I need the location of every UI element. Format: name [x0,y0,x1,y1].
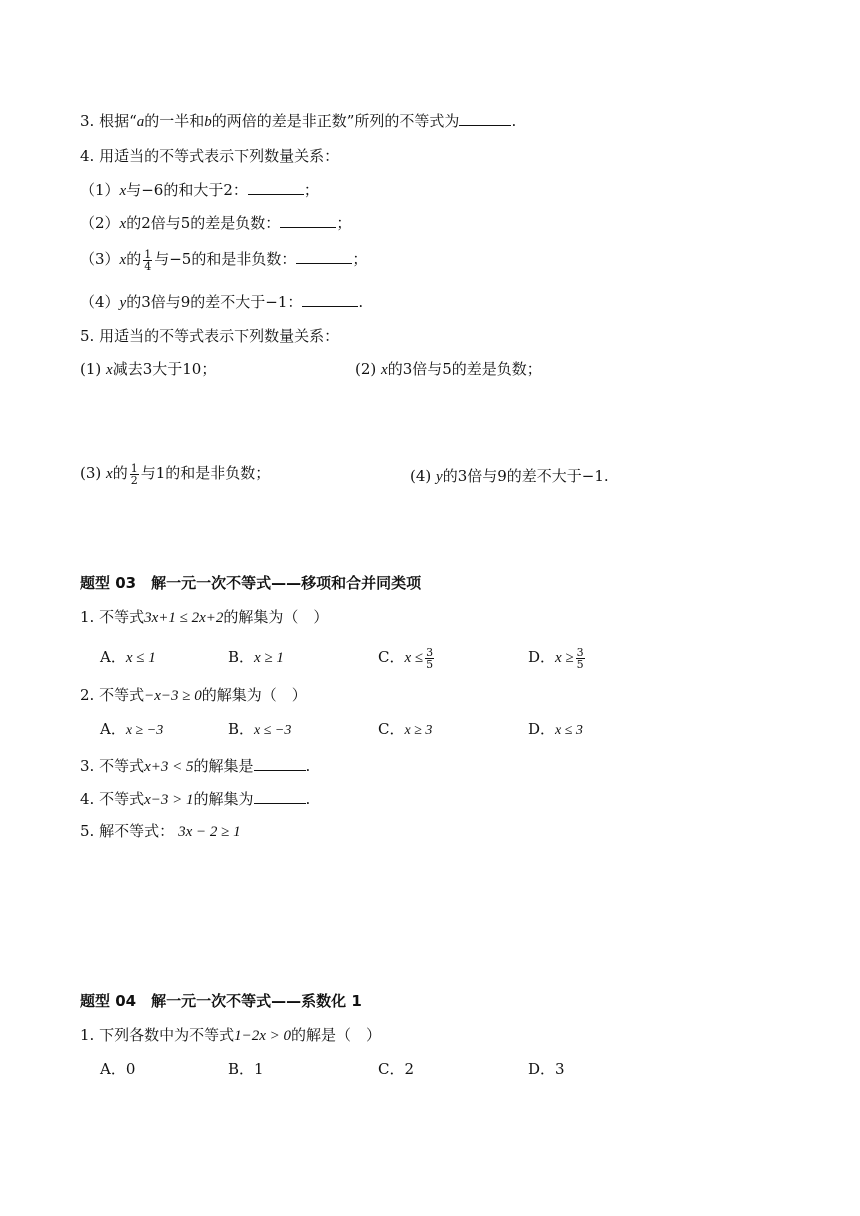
option-b[interactable] [228,646,284,669]
item-number: (4) [410,467,437,485]
item-end: ； [303,181,319,199]
answer-blank[interactable] [248,180,304,195]
option-label: B． [228,720,255,738]
item-text: 与−6的和大于2： [126,181,248,199]
fraction-denominator: 5 [576,657,584,671]
var-x: x [119,183,127,199]
s3-question-3 [80,755,310,778]
fraction [576,647,585,670]
item-de: 的 [112,464,128,482]
option-a[interactable] [100,718,163,742]
item-end: ； [336,214,352,232]
item-number: （4） [80,293,120,311]
q-text-post: 的解集是 [193,757,254,775]
item-text: 的3倍与9的差不大于−1： [126,293,303,311]
option-c[interactable] [378,718,432,742]
q-text-pre: 1. 下列各数中为不等式 [80,1026,235,1044]
math-expression: 3x+1 ≤ 2x+2 [144,610,224,626]
q4-item-1 [80,179,319,202]
question-4-stem: 4. 用适当的不等式表示下列数量关系： [80,147,340,165]
q-text-pre: 1. 不等式 [80,608,145,626]
fraction [143,249,152,272]
var-x: x [119,216,127,232]
q-end: . [305,790,311,808]
option-value: x ≤ [404,650,424,666]
option-label: A． [100,720,126,738]
option-label: C． [378,720,405,738]
var-x: x [381,362,388,378]
option-label: A． [100,648,126,666]
item-text: 的2倍与5的差是负数： [126,214,281,232]
q3-text-pre: 3. 根据“ [80,112,137,130]
s3-question-1 [80,606,328,629]
question-5-stem: 5. 用适当的不等式表示下列数量关系： [80,327,340,345]
answer-blank[interactable] [302,292,358,307]
option-d[interactable] [528,718,583,742]
q-text-post: 的解集为（ ） [201,686,307,704]
option-label: C． [378,648,405,666]
answer-blank[interactable] [254,756,306,771]
math-expression: 1−2x > 0 [234,1028,291,1044]
fraction-numerator: 1 [144,247,152,261]
option-label: D． [528,720,556,738]
q4-item-2 [80,212,351,235]
option-b[interactable]: B．1 [228,1060,264,1078]
option-value: x ≤ 3 [555,723,583,738]
option-label: D． [528,648,556,666]
q5-item-4 [410,465,609,488]
option-label: B． [228,648,255,666]
fraction-denominator: 4 [144,259,152,273]
option-a[interactable]: A．0 [100,1060,136,1078]
option-value: x ≥ [555,650,574,666]
q-text-pre: 3. 不等式 [80,757,145,775]
q5-item-1 [80,358,216,381]
item-number: （3） [80,250,120,268]
option-b[interactable] [228,718,291,742]
item-text: 与−5的和是非负数： [154,250,297,268]
fraction-numerator: 3 [576,645,584,659]
item-number: （2） [80,214,120,232]
option-value: x ≥ 1 [254,650,284,666]
q3-text-mid2: 的两倍的差是非正数”所列的不等式为 [211,112,460,130]
q-text-post: 的解集为（ ） [223,608,329,626]
var-y: y [436,469,443,485]
item-end: ； [352,250,368,268]
item-number: (1) [80,360,107,378]
math-expression: 3x − 2 ≥ 1 [178,824,241,840]
answer-blank[interactable] [280,213,336,228]
q-text-pre: 2. 不等式 [80,686,145,704]
option-d[interactable] [528,646,587,670]
fraction-numerator: 1 [130,461,138,475]
section-title-03: 题型 03 解一元一次不等式——移项和合并同类项 [80,574,422,592]
item-end: . [358,293,364,311]
var-x: x [106,362,113,378]
option-value: x ≥ −3 [125,723,164,738]
q4-item-3 [80,248,367,272]
option-a[interactable] [100,646,156,669]
q-text-post: 的解是（ ） [291,1026,382,1044]
option-value: x ≤ −3 [254,723,292,738]
q-text-pre: 4. 不等式 [80,790,145,808]
answer-blank[interactable] [296,249,352,264]
q-text-post: 的解集为 [193,790,254,808]
item-number: （1） [80,181,120,199]
q5-item-2 [355,358,542,381]
math-expression: −x−3 ≥ 0 [144,688,202,704]
var-a: a [136,114,145,130]
answer-blank[interactable] [254,789,306,804]
option-c[interactable]: C．2 [378,1060,415,1078]
item-text: 的3倍与9的差不大于−1. [442,467,609,485]
question-3-fill-blank [80,110,516,133]
s4-question-1 [80,1024,381,1047]
item-de: 的 [126,250,142,268]
fraction-denominator: 2 [130,473,138,487]
var-b: b [204,114,212,130]
section-title-04: 题型 04 解一元一次不等式——系数化 1 [80,992,362,1010]
q-text-pre: 5. 解不等式： [80,822,175,840]
q4-item-4 [80,291,363,314]
item-text: 减去3大于10； [112,360,217,378]
item-number: (3) [80,464,107,482]
item-text: 的3倍与5的差是负数； [387,360,542,378]
fraction-numerator: 3 [426,645,434,659]
var-y: y [119,295,127,311]
math-expression: x+3 < 5 [144,759,194,775]
s3-question-5 [80,820,241,843]
answer-blank[interactable] [459,111,511,126]
var-x: x [106,466,113,482]
option-value: x ≤ 1 [125,650,156,666]
fraction [130,463,139,486]
q5-item-3 [80,462,270,486]
option-value: x ≥ 3 [404,723,433,738]
item-number: (2) [355,360,382,378]
q-end: . [305,757,311,775]
s3-question-2 [80,684,307,707]
fraction [425,647,434,670]
q3-end: . [511,112,517,130]
option-d[interactable]: D．3 [528,1060,565,1078]
s3-question-4 [80,788,310,811]
q3-text-mid1: 的一半和 [144,112,205,130]
item-text: 与1的和是非负数； [140,464,271,482]
math-expression: x−3 > 1 [144,792,194,808]
var-x: x [119,252,127,268]
option-c[interactable] [378,646,436,670]
fraction-denominator: 5 [426,657,434,671]
